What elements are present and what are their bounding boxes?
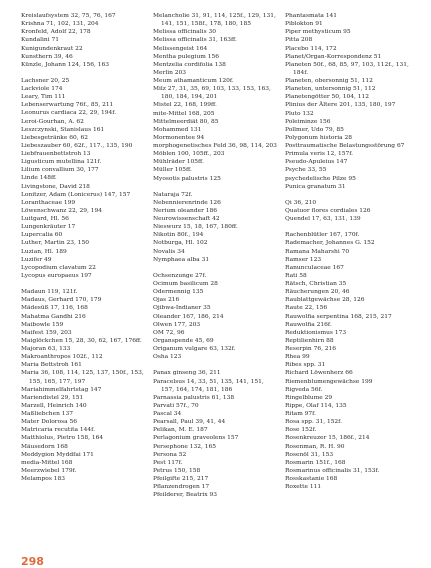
index-entry: Rigveda 56f. <box>285 386 323 393</box>
index-entry: Meerzwiebel 179f. <box>21 467 77 474</box>
index-entry: Mühlräder 105ff. <box>153 159 204 166</box>
index-entry: Reduktionismus 173 <box>285 329 347 336</box>
index-entry: Mahatma Gandhi 216 <box>21 313 86 320</box>
index-entry: Pascal 34 <box>153 411 182 418</box>
index-entry: Rati 58 <box>285 272 307 279</box>
index-entry: Maiglöckchen 15, 28, 30, 62, 167, 176ff. <box>21 337 142 344</box>
index-entry: Persephone 132, 165 <box>153 443 217 450</box>
index-entry: Lungenkräuter 17 <box>21 224 76 231</box>
index-entry: Melissa officinalis 30 <box>153 29 216 36</box>
index-entry: Meddygion Myddfai 171 <box>21 451 94 458</box>
index-entry: Luitgard, Hl. 56 <box>21 216 69 223</box>
index-entry: Plinius der Ältere 201, 135, 180, 197 <box>285 102 396 109</box>
index-entry: Krishna 71, 102, 131, 204 <box>21 21 99 28</box>
index-entry: Mädesüß 17, 116, 168 <box>21 305 88 312</box>
index-entry: Madaun 119, 121f. <box>21 289 78 296</box>
index-entry: Merlin 203 <box>153 69 187 76</box>
index-entry: Rademacher, Johannes G. 152 <box>285 240 375 247</box>
index-entry: Linde 148ff. <box>21 175 57 182</box>
index-entry: Rose 152f. <box>285 427 317 434</box>
index-entry: Pseudo-Apuleius 147 <box>285 159 348 166</box>
index-entry: Riemenblumengewächse 199 <box>285 378 373 385</box>
index-entry: Rauwolfia serpentina 168, 215, 217 <box>285 313 392 320</box>
index-entry: Melampos 183 <box>21 476 65 483</box>
index-entry: Planet/Organ-Korrespondenz 51 <box>285 53 382 60</box>
index-entry: Nymphaea alba 31 <box>153 256 210 263</box>
index-entry: Lachsner 20, 25 <box>21 77 70 84</box>
index-entry: Persona 52 <box>153 451 187 458</box>
index-entry: Meum athamanticum 120f. <box>153 78 234 84</box>
index-entry: Pfeilgifte 215, 217 <box>153 476 209 483</box>
index-entry: Melissengeist 164 <box>153 45 208 52</box>
index-entry: Parnassia palustris 61, 138 <box>153 394 235 401</box>
index-entry: Rippe, Olaf 114, 135 <box>285 402 347 409</box>
index-entry: Rätsch, Christian 35 <box>285 281 347 288</box>
index-entry: Lycopodium clavatum 22 <box>21 264 96 271</box>
index-entry: Matthiolus, Pietro 158, 164 <box>21 435 104 442</box>
index-entry: Petrus 150, 158 <box>153 467 201 474</box>
index-entry: Luzifer 49 <box>21 256 52 263</box>
index-entry: Piper methysticum 95 <box>285 29 351 36</box>
index-entry: Maßliebchen 137 <box>21 411 73 418</box>
index-entry: Luzian, Hl. 189 <box>21 248 67 255</box>
index-entry: Pest 117f. <box>153 459 183 466</box>
index-entry: Piblokton 91 <box>285 21 323 28</box>
index-entry: Myosotis palustris 125 <box>153 175 221 182</box>
index-entry: Lycopus europaeus 197 <box>21 272 92 279</box>
index-entry: Mohammed 131 <box>153 126 202 133</box>
index-entry: Reserpin 76, 216 <box>285 346 337 353</box>
index-entry: Richard Löwenherz 66 <box>285 370 353 377</box>
index-entry: Planeten, obersonnig 51, 112 <box>285 78 373 84</box>
index-entry: Mittelmeerdiät 80, 85 <box>153 118 219 125</box>
index-entry: Luther, Martin 23, 150 <box>21 240 90 247</box>
index-entry: Ramana Maharshi 70 <box>285 248 350 255</box>
index-entry: Pflanzendrogen 17 <box>153 484 210 491</box>
index-entry: Ojibwa-Indianer 35 <box>153 305 211 312</box>
index-entry: OM 72, 96 <box>153 329 185 336</box>
index-entry: Nerium oleander 186 <box>153 207 218 214</box>
letter-group-gap <box>153 361 277 369</box>
index-entry: Rachenblütler 167, 170f. <box>285 232 360 239</box>
index-entry: Milz 27, 31, 35, 69, 103, 133, 153, 163, 180, 184, 194, 201 <box>153 86 271 101</box>
index-entry: Rosskastanie 168 <box>285 476 338 483</box>
index-entry: Osha 123 <box>153 354 182 361</box>
index-entry: Kundalini 71 <box>21 37 59 44</box>
index-entry: Pollmer, Udo 79, 85 <box>285 126 344 133</box>
index-entry: Planeten, untersonnig 51, 112 <box>285 86 376 93</box>
index-entry: Kunigundenkraut 22 <box>21 45 83 52</box>
index-entry: media-Mittel 168 <box>21 459 73 466</box>
index-entry: Leszczynski, Stanislaus 161 <box>21 126 105 133</box>
index-entry: Ojas 216 <box>153 297 180 304</box>
index-entry: Psyche 33, 55 <box>285 167 327 174</box>
index-entry: Pitta 208 <box>285 37 313 44</box>
index-entry: Rosa spp. 31, 152f. <box>285 419 343 426</box>
index-entry: Roxette 111 <box>285 484 322 491</box>
index-entry: Lebenserwartung 76f., 85, 211 <box>21 102 114 109</box>
index-entry: Ligusticum mutellina 121f. <box>21 159 102 166</box>
index-entry: Raublattgewächse 28, 126 <box>285 297 365 304</box>
index-entry: Ribes spp. 31 <box>285 362 326 369</box>
index-entry: Mistel 22, 168, 199ff. <box>153 102 217 109</box>
index-entry: Novalis 34 <box>153 248 185 255</box>
index-entry: Madaus, Gerhard 170, 179 <box>21 297 102 304</box>
index-entry: Pfeilderer, Beatrix 93 <box>153 492 217 499</box>
index-entry: Nieswurz 15, 18, 167, 180ff. <box>153 224 238 231</box>
index-entry: Lilium convallium 30, 177 <box>21 167 99 174</box>
index-entry: Maria 36, 108, 114, 125, 137, 150f., 153, 155, 165, 177, 197 <box>21 370 144 385</box>
index-entry: Liebfrauenbettstroh 13 <box>21 151 91 158</box>
index-entry: Notburga, Hl. 102 <box>153 240 208 247</box>
letter-group-gap <box>21 280 145 288</box>
index-entry: Livingstone, David 218 <box>21 183 90 190</box>
letter-group-gap <box>21 69 145 77</box>
index-entry: Kreislaufsystem 32, 75, 76, 167 <box>21 13 116 19</box>
letter-group-gap <box>153 183 277 191</box>
index-entry: Leroi-Gourhan, A. 62 <box>21 118 84 125</box>
index-entry: Polygonum historia 28 <box>285 134 353 141</box>
index-entry: Leonurus cardiaca 22, 29, 194f. <box>21 110 117 117</box>
index-entry: Müller 105ff. <box>153 167 192 174</box>
letter-group-gap <box>285 223 409 231</box>
index-entry: Mater Dolorosa 56 <box>21 419 78 426</box>
index-entry: Möblen 100, 105ff., 203 <box>153 151 225 158</box>
index-entry: Marzell, Heinrich 140 <box>21 402 87 409</box>
index-entry: Phantasmata 141 <box>285 13 338 19</box>
index-entry: Ocimum basilicum 28 <box>153 281 218 288</box>
index-entry: Maibowle 159 <box>21 321 64 328</box>
index-entry: Künzle, Johann 124, 156, 163 <box>21 61 109 68</box>
index-entry: Planetengötter 50, 104, 112 <box>285 94 369 101</box>
index-entry: Mariendistel 29, 151 <box>21 394 84 401</box>
index-entry: Raute 22, 156 <box>285 305 328 312</box>
index-entry: Ochsenzunge 27f. <box>153 272 207 279</box>
index-entry: Ringelblume 29 <box>285 394 333 401</box>
index-entry: Oleander 167, 186, 214 <box>153 313 224 320</box>
index-entry: Loranthaceae 199 <box>21 199 76 206</box>
index-entry: Poleiminze 156 <box>285 118 331 125</box>
index-entry: Perlagonium graveolens 157 <box>153 435 239 442</box>
index-entry: Lupercalia 60 <box>21 232 63 239</box>
index-entry: Maria Bettstroh 161 <box>21 362 82 369</box>
index-entry: Origanum vulgare 63, 132f. <box>153 346 236 353</box>
index-entry: Melissa officinalis 31, 163ff. <box>153 37 237 44</box>
index-entry: Rosenkreuzer 15, 186f., 214 <box>285 435 370 442</box>
index-entry: Löwenschwanz 22, 29, 194 <box>21 207 102 214</box>
index-entry: Melancholie 31, 91, 114, 125f., 129, 131, 141, 151, 158f., 178, 180, 185 <box>153 13 276 28</box>
index-entry: Neurowissenschaft 42 <box>153 216 220 223</box>
index-entry: Liebeszauber 60, 62f., 117., 135, 190 <box>21 142 133 149</box>
index-entry: Räucherungen 20, 46 <box>285 289 350 296</box>
index-entry: Posttraumatische Belastungsstörung 67 <box>285 143 405 149</box>
index-entry: Primula veris 12, 157f. <box>285 151 354 158</box>
index-entry: Placebo 114, 172 <box>285 45 337 52</box>
index-entry: Rosenöl 31, 153 <box>285 451 334 458</box>
page-number: 298 <box>21 555 44 568</box>
index-entry: Ritam 97f. <box>285 411 316 418</box>
index-entry: Qi 36, 210 <box>285 199 317 206</box>
index-entry: Rhea 99 <box>285 354 310 361</box>
index-entry: mite-Mittel 168, 205 <box>153 110 215 117</box>
index-entry: Ramser 123 <box>285 256 322 263</box>
index-entry: Mariahimmelfahrtstag 147 <box>21 386 102 393</box>
letter-group-gap <box>285 191 409 199</box>
index-entry: Nataraja 72f. <box>153 191 193 198</box>
index-column-1 <box>21 12 145 483</box>
index-entry: Lonitzer, Adam (Lonicerus) 147, 157 <box>21 191 131 198</box>
index-entry: Planeten 50f., 68, 85, 97, 103, 112f., 131, 184f. <box>285 61 409 76</box>
index-entry: Reptilienhirn 88 <box>285 337 334 344</box>
index-entry: morphogenetisches Feld 36, 98, 114, 203 <box>153 143 277 149</box>
index-column-2 <box>153 12 277 499</box>
index-entry: Mentha pulegium 156 <box>153 53 219 60</box>
index-entry: Quendel 17, 63, 131, 139 <box>285 216 361 223</box>
index-entry: Kunsthern 39, 46 <box>21 53 73 60</box>
index-entry: Lackviole 174 <box>21 86 63 93</box>
index-entry: Maifest 159, 203 <box>21 329 72 336</box>
index-entry: Paracelsus 14, 33, 51, 135, 141, 151, 157, 164, 174, 181, 186 <box>153 378 264 393</box>
index-entry: Matricaria recutita 144f. <box>21 427 95 434</box>
index-entry: Liebesgetränke 60, 62 <box>21 134 88 141</box>
index-entry: Leary, Tim 111 <box>21 94 66 101</box>
index-entry: Majoran 63, 133 <box>21 346 71 353</box>
index-column-3 <box>285 12 409 491</box>
index-entry: Mäusedorn 168 <box>21 443 68 450</box>
index-entry: Mentzelia cordifolia 138 <box>153 61 226 68</box>
index-entry: Rosenman, R. H. 90 <box>285 443 345 450</box>
index-entry: Panax ginseng 36, 211 <box>153 370 221 377</box>
index-entry: Pelikan, M. E. 187 <box>153 427 208 434</box>
index-entry: psychedelische Pilze 95 <box>285 175 356 182</box>
index-entry: Quatuor flores cordiales 126 <box>285 207 371 214</box>
index-entry: Mormonentee 94 <box>153 134 205 141</box>
letter-group-gap <box>153 264 277 272</box>
index-entry: Pearsall, Paul 39, 41, 44 <box>153 419 226 426</box>
index-entry: Nebennierenrinde 126 <box>153 199 221 206</box>
index-entry: Odermennig 135 <box>153 289 204 296</box>
index-entry: Makroanthropos 102f., 112 <box>21 354 103 361</box>
index-entry: Ranunculaceae 167 <box>285 264 344 271</box>
index-entry: Nikotin 80f., 194 <box>153 232 204 239</box>
index-entry: Pluto 132 <box>285 110 314 117</box>
index-entry: Kronfeld, Adolf 22, 178 <box>21 29 91 36</box>
index-entry: Rosmarin 151f., 168 <box>285 459 346 466</box>
index-entry: Punica granatum 31 <box>285 183 346 190</box>
index-entry: Olwen 177, 203 <box>153 321 201 328</box>
index-entry: Rosmarinus officinalis 31, 153f. <box>285 467 380 474</box>
index-entry: Organspende 45, 69 <box>153 337 214 344</box>
index-entry: Parvati 57f., 70 <box>153 402 199 409</box>
index-entry: Rauwolfia 216f. <box>285 321 332 328</box>
